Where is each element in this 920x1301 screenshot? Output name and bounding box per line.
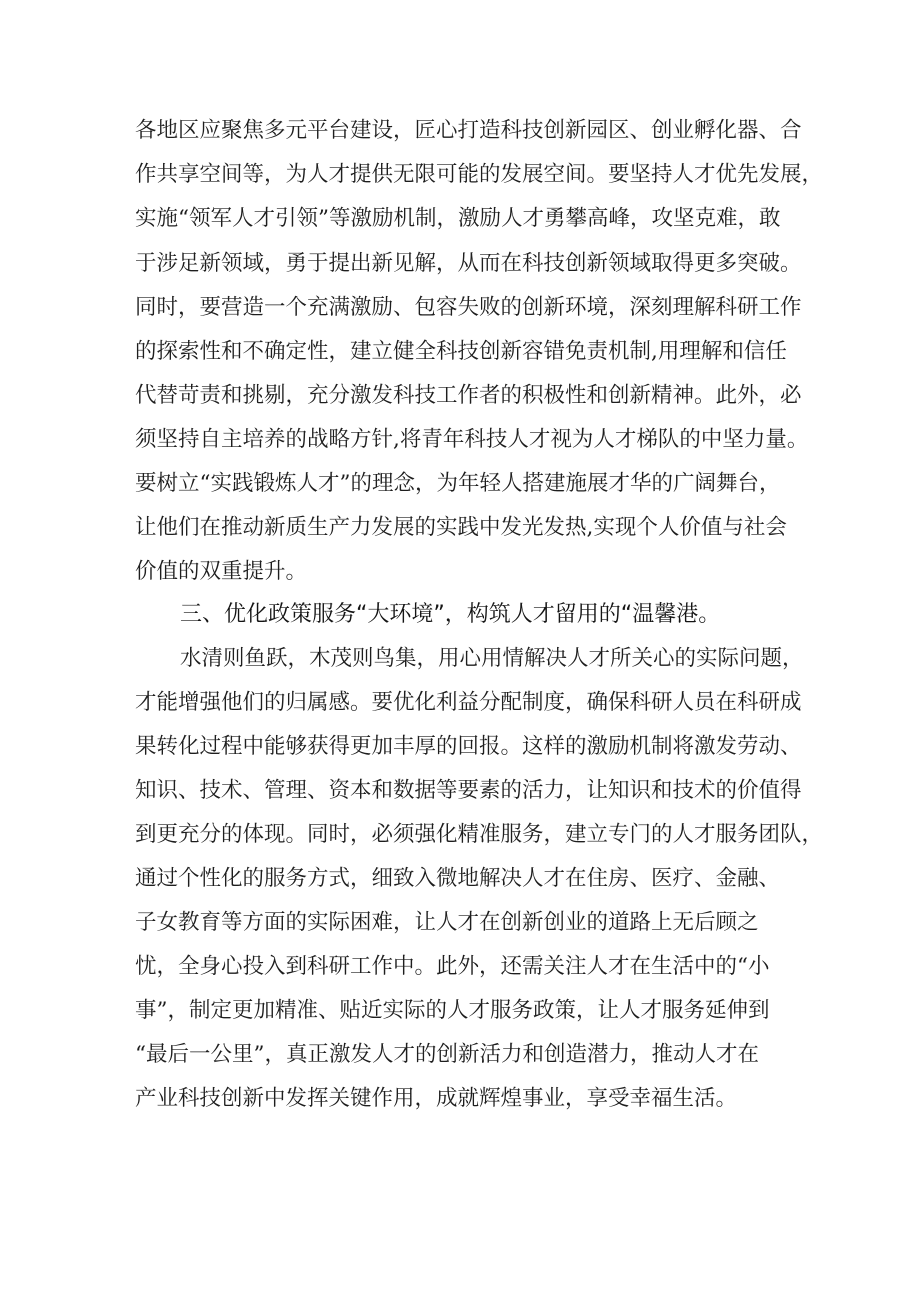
paragraph-2-line: 产业科技创新中发挥关键作用，成就辉煌事业，享受幸福生活。: [135, 1086, 738, 1111]
paragraph-1-line: 的探索性和不确定性，建立健全科技创新容错免责机制,用理解和信任: [135, 339, 787, 364]
paragraph-1-line: 代替苛责和挑剔，充分激发科技工作者的积极性和创新精神。此外，必: [135, 383, 802, 408]
paragraph-2-line: 果转化过程中能够获得更加丰厚的回报。这样的激励机制将激发劳动、: [135, 734, 802, 759]
paragraph-1-line: 价值的双重提升。: [135, 559, 308, 584]
section-heading: 三、优化政策服务“大环境”，构筑人才留用的“温馨港。: [180, 602, 721, 627]
paragraph-2-line: 知识、技术、管理、资本和数据等要素的活力，让知识和技术的价值得: [135, 778, 802, 803]
paragraph-1-line: 各地区应聚焦多元平台建设，匠心打造科技创新园区、创业孵化器、合: [135, 118, 802, 143]
paragraph-1-line: 让他们在推动新质生产力发展的实践中发光发热,实现个人价值与社会: [135, 515, 787, 540]
paragraph-2-line: 忧，全身心投入到科研工作中。此外，还需关注人才在生活中的“小: [135, 954, 770, 979]
paragraph-1-line: 实施“领军人才引领”等激励机制，激励人才勇攀高峰，攻坚克难，敢: [135, 206, 781, 231]
paragraph-1-line: 同时，要营造一个充满激励、包容失败的创新环境，深刻理解科研工作: [135, 295, 802, 320]
paragraph-2-line: 水清则鱼跃，木茂则鸟集，用心用情解决人才所关心的实际问题，: [180, 646, 804, 671]
paragraph-2-line: 子女教育等方面的实际困难，让人才在创新创业的道路上无后顾之: [135, 910, 759, 935]
paragraph-2-line: 到更充分的体现。同时，必须强化精准服务，建立专门的人才服务团队，: [135, 822, 824, 847]
paragraph-1-line: 须坚持自主培养的战略方针,将青年科技人才视为人才梯队的中坚力量。: [135, 427, 809, 452]
paragraph-2-line: 事”，制定更加精准、贴近实际的人才服务政策，让人才服务延伸到: [135, 998, 770, 1023]
paragraph-2-line: “最后一公里”，真正激发人才的创新活力和创造潜力，推动人才在: [135, 1042, 759, 1067]
paragraph-1-line: 于涉足新领域，勇于提出新见解，从而在科技创新领域取得更多突破。: [135, 251, 802, 276]
paragraph-1-line: 要树立“实践锻炼人才”的理念，为年轻人搭建施展才华的广阔舞台，: [135, 471, 781, 496]
paragraph-1-line: 作共享空间等，为人才提供无限可能的发展空间。要坚持人才优先发展，: [135, 162, 824, 187]
paragraph-2-line: 才能增强他们的归属感。要优化利益分配制度，确保科研人员在科研成: [135, 690, 802, 715]
paragraph-2-line: 通过个性化的服务方式，细致入微地解决人才在住房、医疗、金融、: [135, 866, 781, 891]
